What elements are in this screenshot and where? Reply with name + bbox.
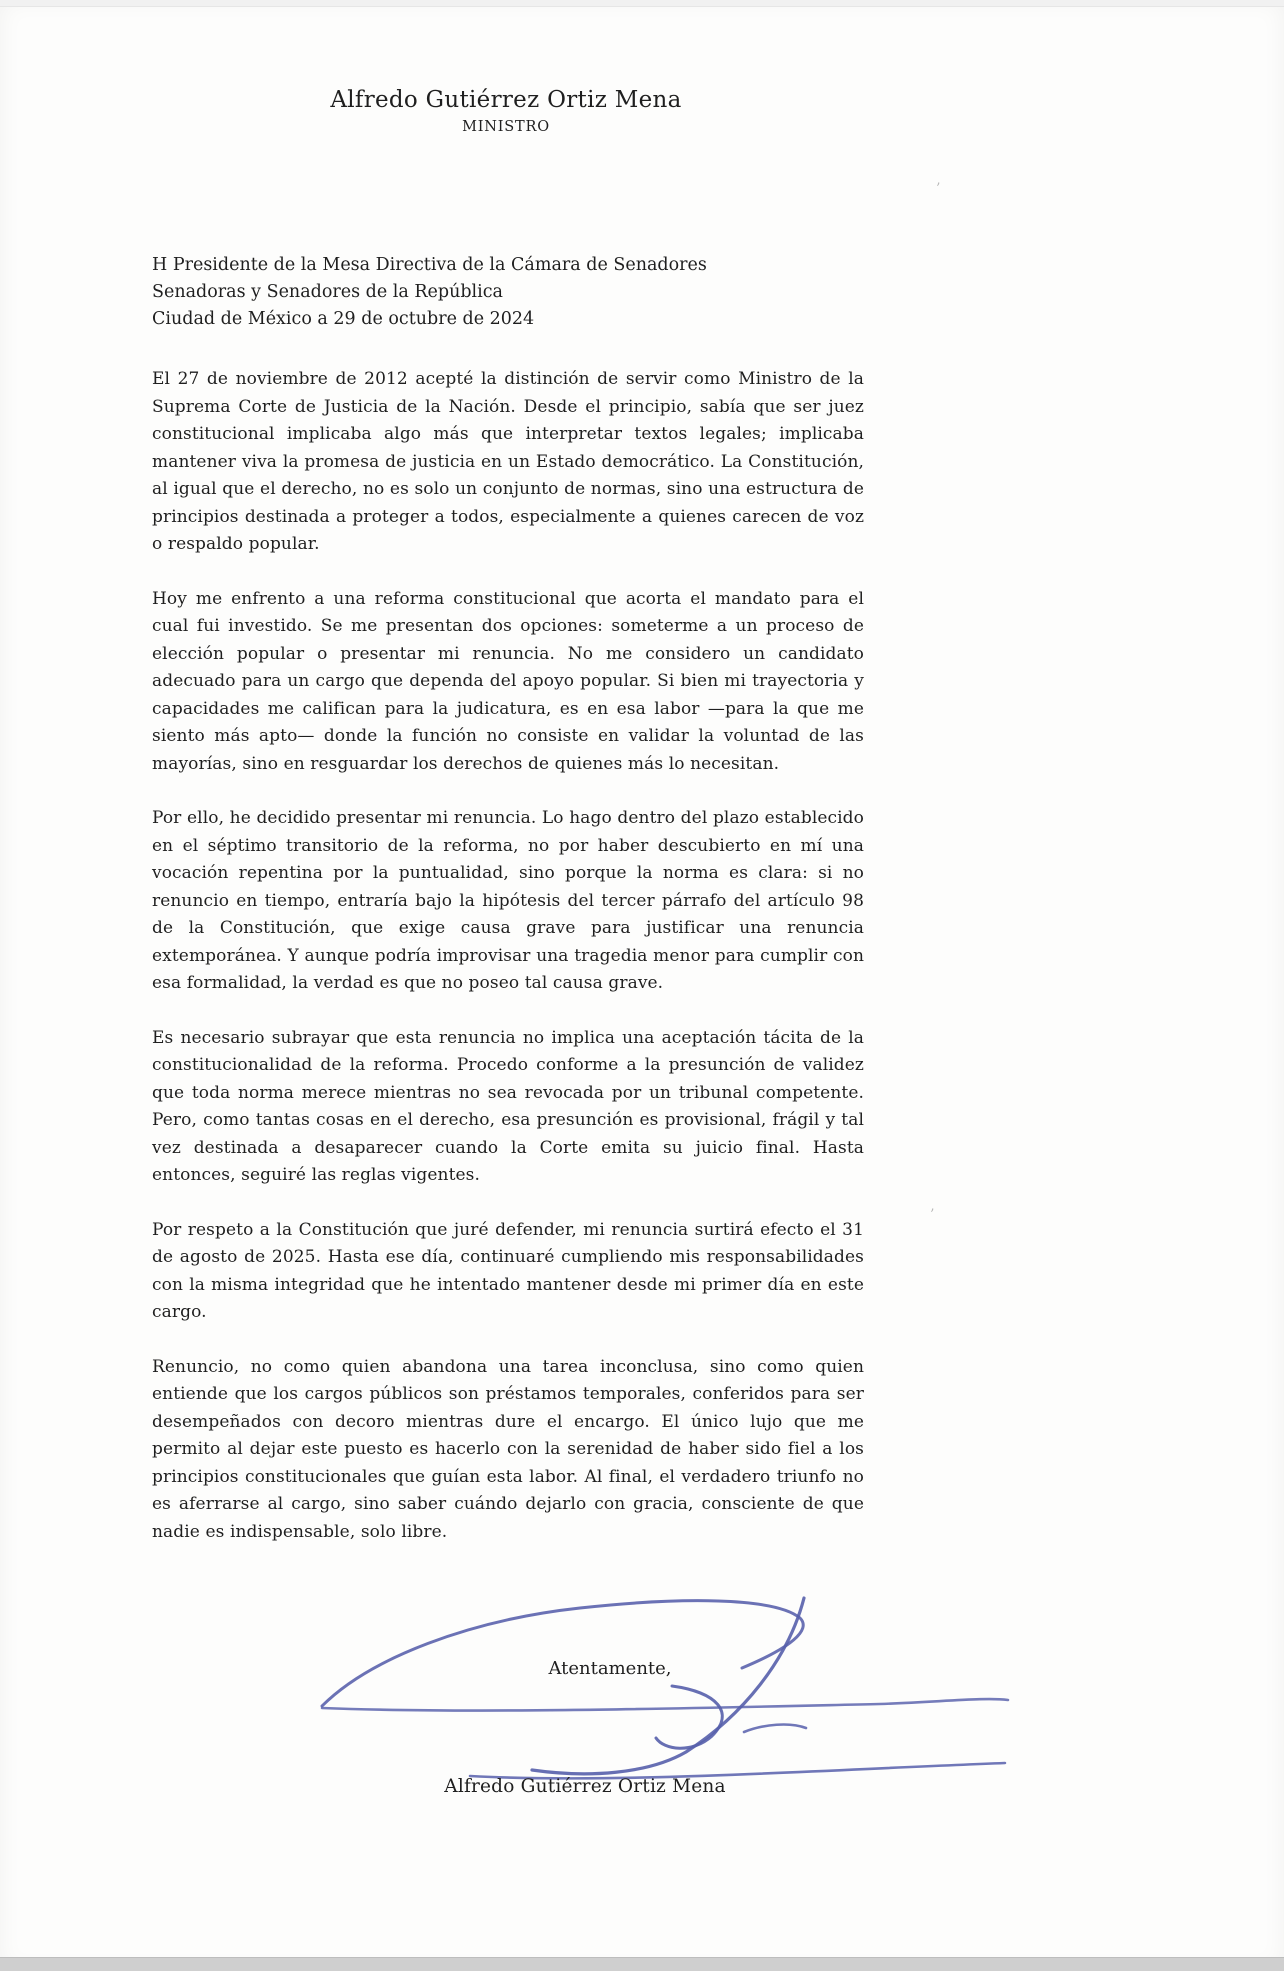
date-line: Ciudad de México a 29 de octubre de 2024 [152, 309, 535, 329]
paragraph-2: Hoy me enfrento a una reforma constitucional que acorta el mandato para el cual fui investido. Se me presentan dos opciones: someterme a un proceso de elección popular o presentar mi renuncia. No me considero un candidato adecuado para un cargo que dependa del apoyo popular. Si bien mi trayectoria y capacidades me califican para la judicatura, es en esa labor —para la que me siento más apto— donde la función no consiste en validar la voluntad de las mayorías, sino en resguardar los derechos de quienes más lo necesitan. [152, 588, 864, 774]
signature-descender-stroke [532, 1598, 804, 1774]
addressee-block [152, 252, 864, 333]
paragraph-5: Por respeto a la Constitución que juré defender, mi renuncia surtirá efecto el 31 de agosto de 2025. Hasta ese día, continuaré cumpliendo mis responsabilidades con la misma integridad que he intentado mantener desde mi primer día en este cargo. [152, 1219, 864, 1322]
paragraph-3: Por ello, he decidido presentar mi renuncia. Lo hago dentro del plazo establecido en el séptimo transitorio de la reforma, no por haber descubierto en mí una vocación repentina por la puntualidad, sino porque la norma es clara: si no renuncio en tiempo, entraría bajo la hipótesis del tercer párrafo del artículo 98 de la Constitución, que exige causa grave para justificar una renuncia extemporánea. Y aunque podría improvisar una tragedia menor para cumplir con esa formalidad, la verdad es que no poseo tal causa grave. [152, 808, 864, 993]
addressee-line-1: H Presidente de la Mesa Directiva de la Cámara de Senadores [152, 255, 707, 275]
paragraph-6: Renuncio, no como quien abandona una tarea inconclusa, sino como quien entiende que los cargos públicos son préstamos temporales, conferidos para ser desempeñados con decoro mientras dure el encargo. El único lujo que me permito al dejar este puesto es hacerlo con la serenidad de haber sido fiel a los principios constitucionales que guían esta labor. Al final, el verdadero triunfo no es aferrarse al cargo, sino saber cuándo dejarlo con gracia, consciente de que nadie es indispensable, solo libre. [152, 1356, 864, 1542]
scan-edge-bottom [0, 1957, 1284, 1971]
scan-artifact: ’ [930, 1207, 935, 1223]
signature-loop-stroke [322, 1601, 803, 1706]
signature-baseline-stroke [322, 1699, 1008, 1710]
paragraph-4: Es necesario subrayar que esta renuncia no implica una aceptación tácita de la constitucionalidad de la reforma. Procedo conforme a la presunción de validez que toda norma merece mientras no sea revocada por un tribunal competente. Pero, como tantas cosas en el derecho, esa presunción es provisional, frágil y tal vez destinada a desaparecer cuando la Corte emita su juicio final. Hasta entonces, seguiré las reglas vigentes. [152, 1027, 864, 1185]
closing-salutation: Atentamente, [548, 1658, 672, 1679]
signature-dash-stroke [744, 1725, 806, 1732]
paragraph-1: El 27 de noviembre de 2012 acepté la distinción de servir como Ministro de la Suprema Corte de Justicia de la Nación. Desde el principio, sabía que ser juez constitucional implicaba algo más que interpretar textos legales; implicaba mantener viva la promesa de justicia en un Estado democrático. La Constitución, al igual que el derecho, no es solo un conjunto de normas, sino una estructura de principios destinada a proteger a todos, especialmente a quienes carecen de voz o respaldo popular. [152, 369, 864, 554]
handwritten-signature [280, 1570, 1060, 1810]
scan-artifact: ’ [936, 181, 941, 197]
signatory-name: Alfredo Gutiérrez Ortiz Mena [444, 1776, 726, 1797]
addressee-line-2: Senadoras y Senadores de la República [152, 282, 503, 302]
scan-edge-top [0, 0, 1284, 7]
letter-body [152, 366, 864, 1573]
signature-curl-stroke [656, 1686, 722, 1748]
letterhead [150, 86, 862, 136]
letterhead-name: Alfredo Gutiérrez Ortiz Mena [330, 87, 682, 113]
letterhead-role: MINISTRO [462, 118, 550, 135]
